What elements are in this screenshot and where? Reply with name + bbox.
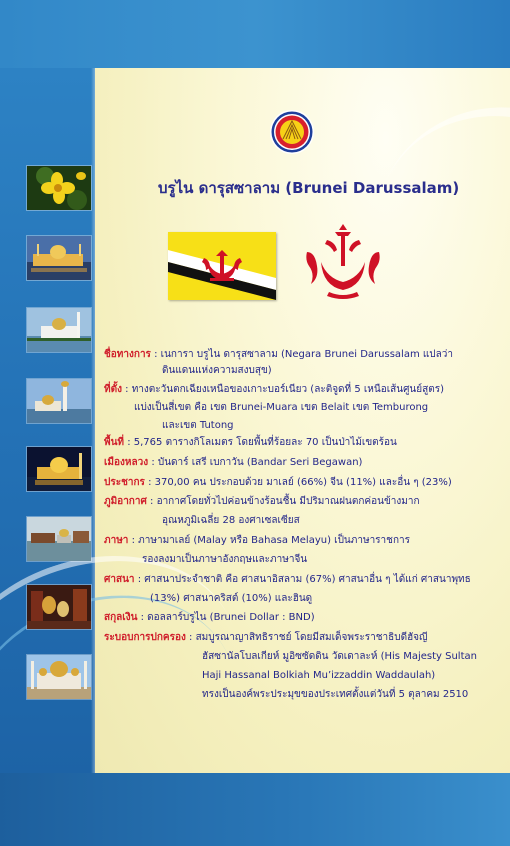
language-text: : ภาษามาเลย์ (Malay หรือ Bahasa Melayu) เป็นภาษาราชการ [131,535,410,546]
mosque-lagoon-photo [26,307,92,353]
religion-line2: (13%) ศาสนาคริสต์ (10%) และฮินดู [150,593,313,604]
flower-photo [26,165,92,211]
government-text: : สมบูรณาญาสิทธิราชย์ โดยมีสมเด็จพระราชาธิบดีฮัจญี [189,632,428,643]
climate-line2: อุณหภูมิเฉลี่ย 28 องศาเซลเซียส [162,515,300,526]
location-label: ที่ตั้ง [104,384,122,395]
location-text: : ทางตะวันตกเฉียงเหนือของเกาะบอร์เนียว (ละติจูดที่ 5 เหนือเส้นศูนย์สูตร) [125,384,444,395]
location-line2: แบ่งเป็นสี่เขต คือ เขต Brunei-Muara เขต Belait เขต Temburong [134,402,429,413]
area-label: พื้นที่ [104,437,125,448]
mosque-night-lights-photo [26,446,92,492]
government-line2: ฮัสซานัลโบลเกียห์ มูอิซซัดดิน วัดเดาละห์ (His Majesty Sultan [202,651,477,662]
bottom-band [0,773,510,846]
currency-label: สกุลเงิน [104,612,138,623]
capital-text: : บันดาร์ เสรี เบกาวัน (Bandar Seri Begawan) [151,457,363,468]
religion-row [104,573,471,587]
mosque-night-photo [26,235,92,281]
page-title: บรูไน ดารุสซาลาม (Brunei Darussalam) [158,179,460,197]
language-line2: รองลงมาเป็นภาษาอังกฤษและภาษาจีน [142,554,308,565]
government-row [104,631,428,645]
climate-label: ภูมิอากาศ [104,496,147,507]
area-text: : 5,765 ตารางกิโลเมตร โดยพื้นที่ร้อยละ 70 เป็นป่าไม้เขตร้อน [127,437,397,448]
climate-text: : อากาศโดยทั่วไปค่อนข้างร้อนชื้น มีปริมาณฝนตกค่อนข้างมาก [150,496,420,507]
official-name-text: : เนการา บรูไน ดารุสซาลาม (Negara Brunei Darussalam แปลว่า [154,349,454,360]
brunei-crest-icon [303,222,383,302]
currency-text: : ดอลลาร์บรูไน (Brunei Dollar : BND) [140,612,315,623]
population-label: ประชากร [104,477,145,488]
religion-text: : ศาสนาประจำชาติ คือ ศาสนาอิสลาม (67%) ศาสนาอื่น ๆ ได้แก่ ศาสนาพุทธ [137,574,471,585]
government-line3: Haji Hassanal Bolkiah Mu’izzaddin Waddaulah) [202,670,436,681]
water-village-photo [26,516,92,562]
capital-label: เมืองหลวง [104,457,149,468]
capital-row [104,456,362,470]
mosque-minaret-photo [26,378,92,424]
government-label: ระบอบการปกครอง [104,632,186,643]
official-name-row [104,348,453,362]
language-row [104,534,410,548]
top-band [0,0,510,68]
golden-mosque-photo [26,654,92,700]
location-line3: และเขต Tutong [162,420,234,431]
area-row [104,436,397,450]
language-label: ภาษา [104,535,129,546]
climate-row [104,495,420,509]
population-text: : 370,00 คน ประกอบด้วย มาเลย์ (66%) จีน (11%) และอื่น ๆ (23%) [148,477,452,488]
government-line4: ทรงเป็นองค์พระประมุขของประเทศตั้งแต่วันที่ 5 ตุลาคม 2510 [202,689,469,700]
brunei-flag-icon [168,232,276,300]
official-name-line2: ดินแดนแห่งความสงบสุข) [162,365,272,376]
asean-emblem-icon [269,109,315,155]
royal-ceremony-photo [26,584,92,630]
religion-label: ศาสนา [104,574,135,585]
currency-row [104,611,315,625]
location-row [104,383,444,397]
population-row [104,476,452,490]
official-name-label: ชื่อทางการ [104,349,151,360]
